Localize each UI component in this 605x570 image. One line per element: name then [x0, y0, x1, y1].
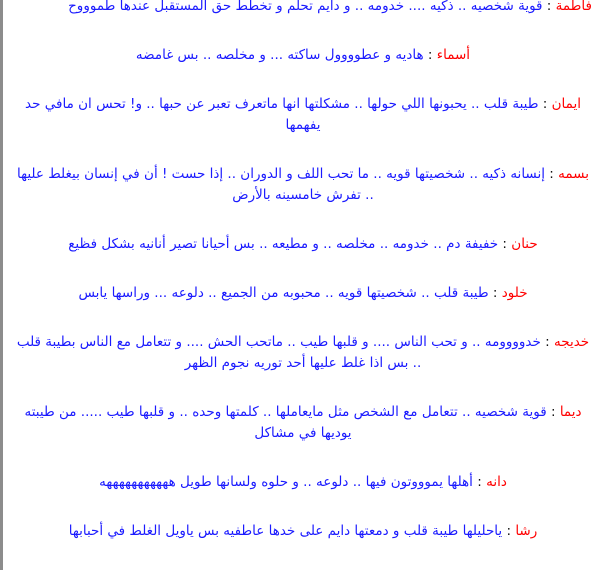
entry-separator: :	[546, 404, 560, 420]
names-list	[14, 0, 592, 570]
list-item	[14, 94, 592, 136]
left-border	[0, 0, 3, 570]
entry-separator: :	[423, 47, 437, 63]
entry-name: فاطمة	[555, 0, 592, 14]
entry-separator: :	[542, 0, 556, 14]
entry-separator: :	[544, 166, 559, 182]
list-item	[14, 0, 592, 17]
entry-name: حنان	[511, 236, 538, 252]
entry-name: ديما	[559, 404, 582, 420]
entry-description: ياحليلها طيبة قلب و دمعتها دايم على خدها عاطفيه بس ياويل الغلط في أحبابها	[68, 523, 503, 539]
list-item	[14, 45, 592, 66]
list-item	[14, 234, 592, 255]
entry-description: أهلها يموووتون فيها .. دلوعه .. و حلوه ولسانها طويل هههههههههههه	[99, 474, 473, 490]
entry-name: ايمان	[551, 96, 581, 112]
list-item	[14, 521, 592, 542]
entry-description: إنسانه ذكيه .. شخصيتها قويه .. ما تحب اللف و الدوران .. إذا حست ! أن في إنسان بيغلط عليها .. تفرش خامسينه بالأرض	[17, 166, 545, 203]
entry-name: أسماء	[436, 47, 471, 63]
entry-separator: :	[472, 474, 487, 490]
entry-name: خلود	[501, 285, 528, 301]
list-item	[14, 283, 592, 304]
entry-separator: :	[502, 523, 516, 539]
list-item	[14, 164, 592, 206]
entry-name: بسمه	[558, 166, 589, 182]
entry-separator: :	[540, 334, 555, 350]
entry-name: خديجه	[554, 334, 590, 350]
entry-separator: :	[488, 285, 502, 301]
entry-separator: :	[498, 236, 512, 252]
entry-description: قوية شخصيه .. ذكيه .... خدومه .. و دايم تحلم و تخطط حق المستقبل عندها طموووح	[68, 0, 543, 14]
entry-description: خفيفة دم .. خدومه .. مخلصه .. و مطيعه .. بس أحيانا تصير أنانيه بشكل فظيع	[68, 236, 499, 252]
entry-description: خدوووومه .. و تحب الناس .... و قلبها طيب .. ماتحب الحش .... و تتعامل مع الناس بطيبة قلب .. بس اذا غلط عليها أحد توريه نجوم الظهر	[16, 334, 541, 371]
entry-description: هاديه و عطوووول ساكته ... و مخلصه .. بس غامضه	[135, 47, 424, 63]
list-item	[14, 332, 592, 374]
list-item	[14, 402, 592, 444]
entry-name: دانه	[486, 474, 507, 490]
entry-separator: :	[538, 96, 552, 112]
entry-name: رشا	[515, 523, 538, 539]
entry-description: طيبة قلب .. يحبونها اللي حولها .. مشكلتها انها ماتعرف تعبر عن حبها .. و! تحس ان مافي حد يفهمها	[25, 96, 539, 133]
entry-description: طيبة قلب .. شخصيتها قويه .. محبوبه من الجميع .. دلوعه ... وراسها يابس	[78, 285, 489, 301]
list-item	[14, 472, 592, 493]
entry-description: قوية شخصيه .. تتعامل مع الشخص مثل مايعاملها .. كلمتها وحده .. و قلبها طيب ..... من طيبته يوديها في مشاكل	[24, 404, 547, 441]
